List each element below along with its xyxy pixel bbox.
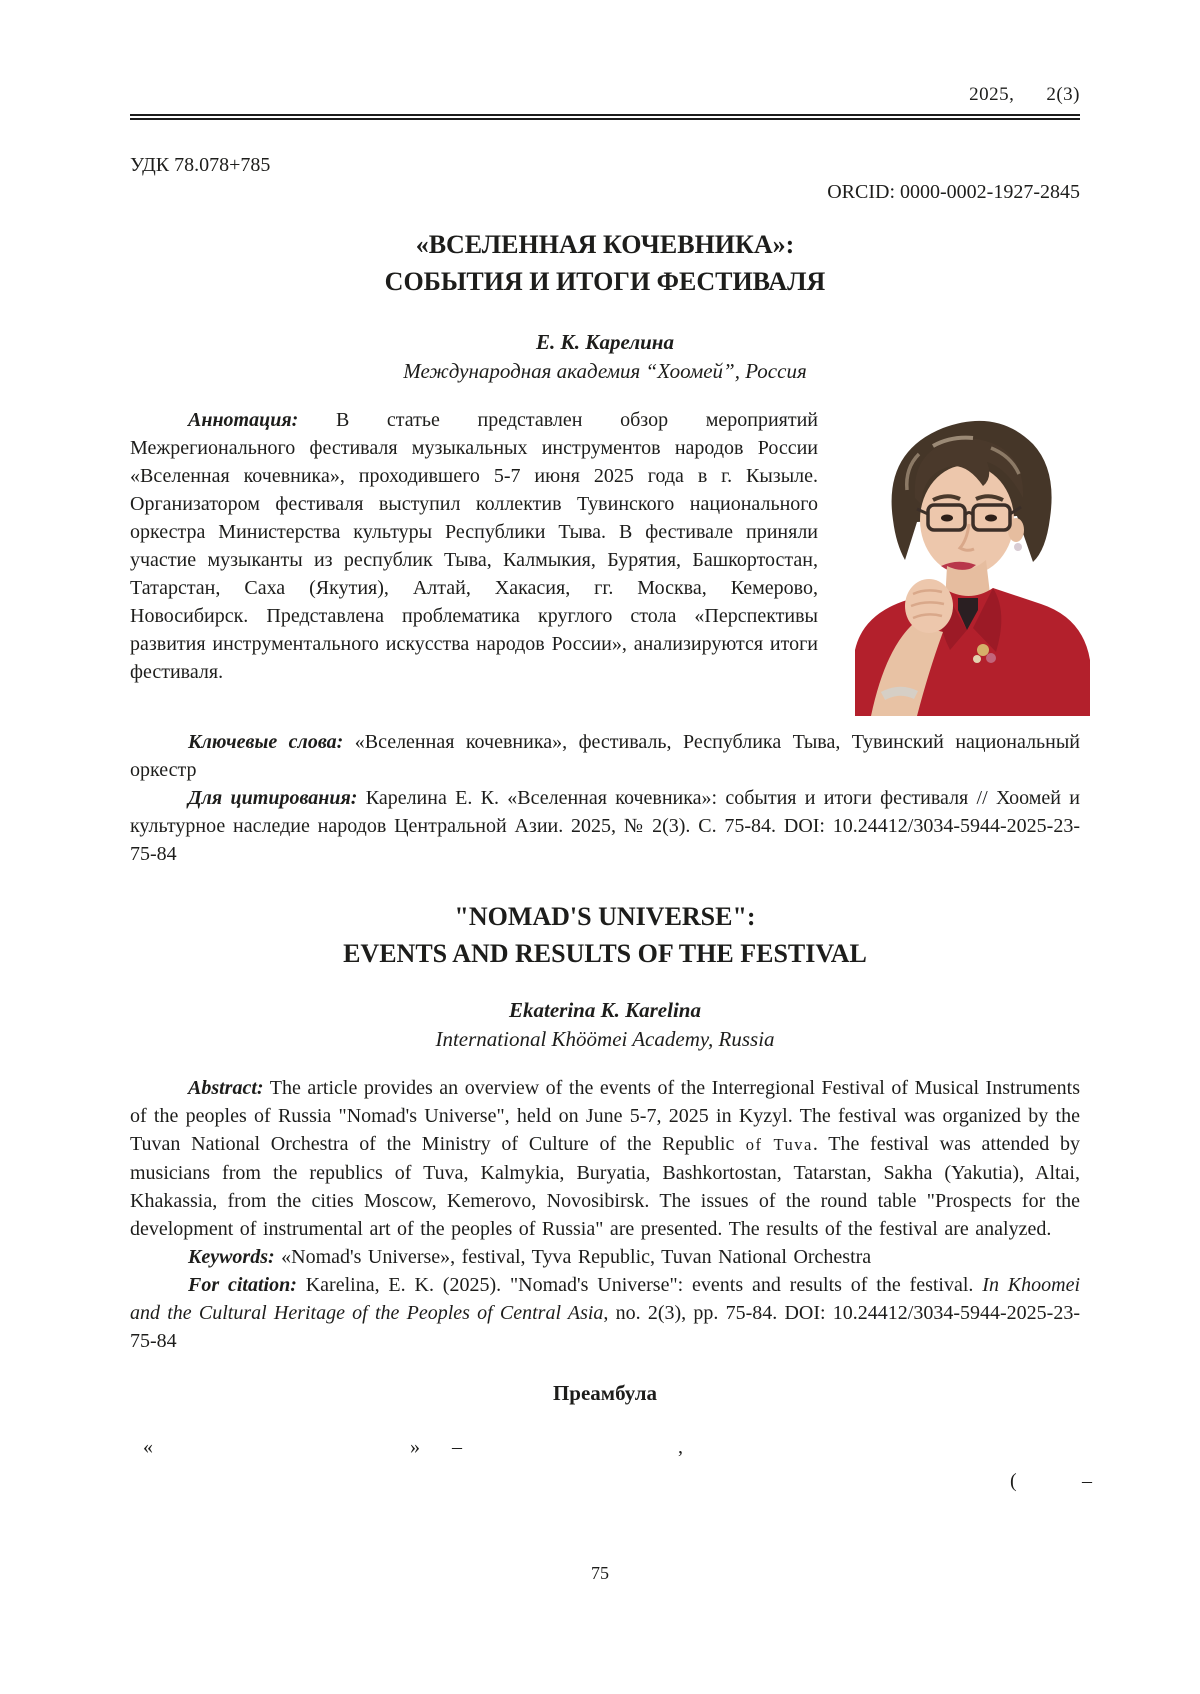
ru-author: Е. К. Карелина [536, 330, 674, 354]
journal-issue-line [130, 0, 1080, 106]
en-citation-journal-title: In Khoomei and the Cultural Heritage of the Peoples of Central Asia [130, 1274, 1081, 1324]
en-abstract-text-1: The article provides an overview of the events of the Interregional Festival of Musical Instruments of the peoples of Russia "Nomad's Universe", held on June 5-7, 2025 in Kyzyl. The festival was organized by the Tuvan National Orchestra of the Ministry of Culture of the Republic [130, 1077, 1080, 1155]
en-abstract [130, 1074, 1080, 1243]
en-title-line2: EVENTS AND RESULTS OF THE FESTIVAL [343, 939, 867, 968]
en-article-title [130, 898, 1080, 972]
quote-open-glyph: « [143, 1436, 153, 1458]
en-abstract-label: Abstract: [188, 1077, 264, 1099]
en-citation-label: For citation: [188, 1274, 297, 1296]
paren-open-glyph: ( [1010, 1470, 1017, 1492]
dash-glyph-2: – [1082, 1470, 1092, 1492]
udk-code: УДК 78.078+785 [130, 154, 271, 176]
ru-title-line2: СОБЫТИЯ И ИТОГИ ФЕСТИВАЛЯ [384, 267, 826, 296]
en-abstract-text-2: . The festival was attended by musicians from the republics of Tuva, Kalmykia, Buryatia, Bashkortostan, Tatarstan, Sakha (Yakutia), Altai, Khakassia, from the cities Moscow, Kemerovo, Novosibirsk. The issues of the round table "Prospects for the development of instrumental art of the peoples of Russia" are presented. The results of the festival are analyzed. [130, 1133, 1080, 1240]
ru-keywords-text: «Вселенная кочевника», фестиваль, Республика Тыва, Тувинский национальный оркестр [130, 731, 1081, 781]
orcid-id: ORCID: 0000-0002-1927-2845 [827, 181, 1080, 203]
page-number: 75 [591, 1563, 609, 1583]
preamble-sparse-text [130, 1436, 1092, 1546]
ru-title-line1: «ВСЕЛЕННАЯ КОЧЕВНИКА»: [415, 230, 795, 259]
en-affiliation: International Khöömei Academy, Russia [435, 1027, 775, 1051]
en-author: Ekaterina K. Karelina [509, 998, 701, 1022]
ru-citation-text: Карелина Е. К. «Вселенная кочевника»: события и итоги фестиваля // Хоомей и культурное наследие народов Центральной Азии. 2025, № 2(3). С. 75-84. DOI: 10.24412/3034-5944-2025-23-75-84 [130, 787, 1080, 865]
header-rule [130, 114, 1080, 120]
preamble-heading: Преамбула [552, 1381, 658, 1405]
ru-article-title [130, 226, 1080, 300]
ru-abstract [130, 406, 818, 686]
ru-affiliation: Международная академия “Хоомей”, Россия [403, 359, 807, 383]
en-citation-text-1: Karelina, E. K. (2025). "Nomad's Universe": events and results of the festival. [305, 1274, 983, 1296]
en-keywords-label: Keywords: [188, 1246, 275, 1268]
woman-portrait-illustration [855, 398, 1090, 716]
ru-abstract-label: Аннотация: [188, 409, 299, 431]
en-abstract-small-text: of Tuva [734, 1135, 813, 1154]
quote-close-glyph: » [410, 1436, 420, 1458]
ru-keywords-label: Ключевые слова: [188, 731, 344, 753]
ru-citation-label: Для цитирования: [188, 787, 358, 809]
ru-abstract-text: В статье представлен обзор мероприятий Межрегионального фестиваля музыкальных инструментов народов России «Вселенная кочевника», проходившего 5-7 июня 2025 года в г. Кызыле. Организатором фестиваля выступил коллектив Тувинского национального оркестра Министерства культуры Республики Тыва. В фестивале приняли участие музыканты из республик Тыва, Калмыкия, Бурятия, Башкортостан, Татарстан, Саха (Якутия), Алтай, Хакасия, гг. Москва, Кемерово, Новосибирск. Представлена проблематика круглого стола «Перспективы развития инструментального искусства народов России», анализируются итоги фестиваля. [130, 409, 819, 683]
ru-citation [130, 784, 1080, 868]
en-citation-text-2: , no. 2(3), pp. 75-84. DOI: 10.24412/3034-5944-2025-23-75-84 [130, 1302, 1080, 1352]
dash-glyph: – [452, 1436, 462, 1458]
ru-keywords [130, 728, 1080, 784]
en-title-line1: "NOMAD'S UNIVERSE": [454, 902, 756, 931]
comma-glyph: , [678, 1436, 683, 1458]
journal-year: 2025, [969, 84, 1015, 105]
en-citation [130, 1271, 1080, 1355]
en-author-block [130, 996, 1080, 1054]
ru-author-block [130, 328, 1080, 386]
journal-issue-number: 2(3) [1046, 84, 1080, 105]
portrait-photo [855, 398, 1090, 716]
en-abstract-section [130, 1074, 1080, 1243]
en-keywords [130, 1243, 1080, 1271]
en-keywords-text: «Nomad's Universe», festival, Tyva Republic, Tuvan National Orchestra [281, 1246, 872, 1268]
